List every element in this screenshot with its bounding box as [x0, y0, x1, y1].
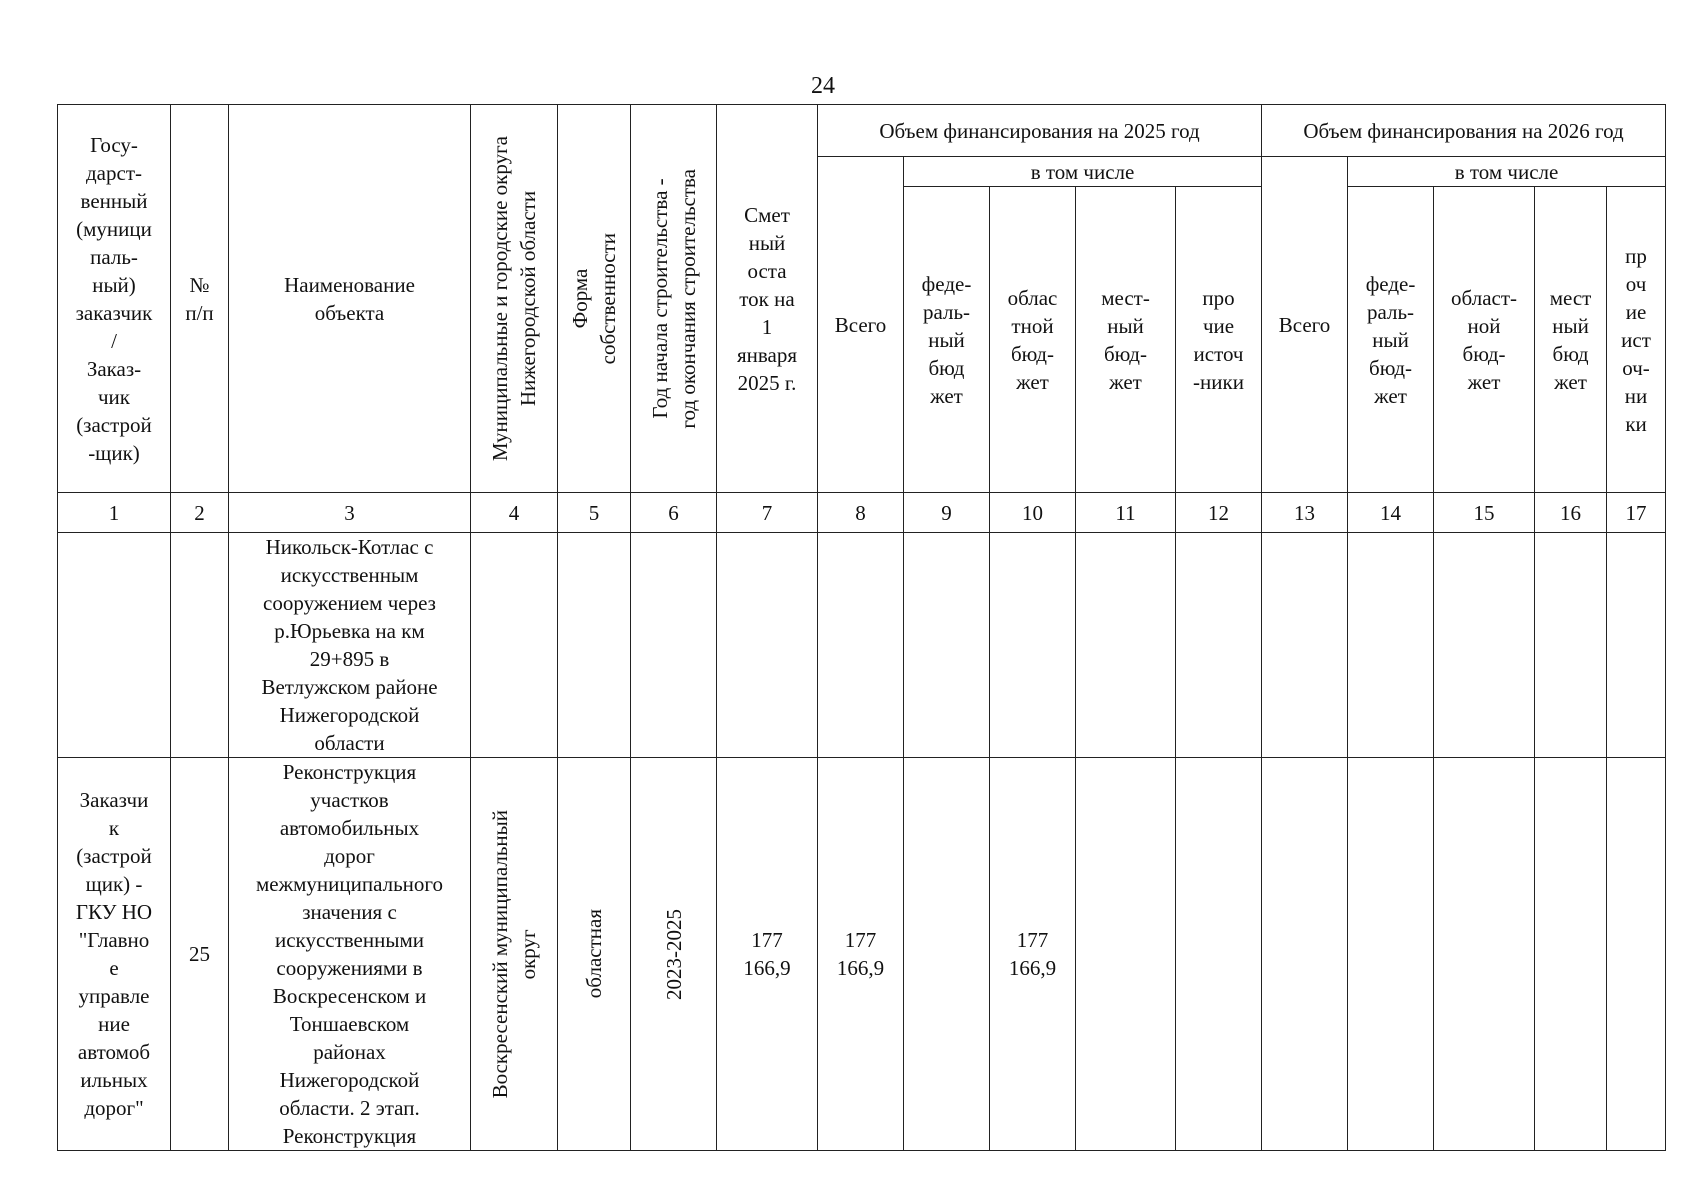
header-other-2026: пр оч ие ист оч- ни ки — [1607, 187, 1666, 493]
header-local-2025: мест- ный бюд- жет — [1076, 187, 1176, 493]
table-row — [58, 758, 1666, 1151]
customer-cell — [58, 533, 171, 758]
estimate-cell: 177 166,9 — [717, 758, 818, 1151]
column-number: 10 — [990, 493, 1076, 533]
column-number: 7 — [717, 493, 818, 533]
header-regional-2025: облас тной бюд- жет — [990, 187, 1076, 493]
header-fin-2026: Объем финансирования на 2026 год — [1262, 105, 1666, 157]
federal-2025-cell — [904, 758, 990, 1151]
total-2026-cell — [1262, 758, 1348, 1151]
total-2025-cell: 177 166,9 — [818, 758, 904, 1151]
regional-2025-cell — [990, 533, 1076, 758]
object-name-cell: Никольск-Котлас с искусственным сооружением через р.Юрьевка на км 29+895 в Ветлужском районе Нижегородской области — [229, 533, 471, 758]
object-name-cell: Реконструкция участков автомобильных дорог межмуниципального значения с искусственными сооружениями в Воскресенском и Тоншаевском районах Нижегородской области. 2 этап. Реконструкция — [229, 758, 471, 1151]
years-cell — [631, 758, 717, 1151]
column-number: 15 — [1434, 493, 1535, 533]
column-number: 14 — [1348, 493, 1434, 533]
header-other-2025: про чие источ -ники — [1176, 187, 1262, 493]
column-number: 16 — [1535, 493, 1607, 533]
page-number: 24 — [811, 73, 835, 99]
row-no-cell — [171, 533, 229, 758]
federal-2025-cell — [904, 533, 990, 758]
federal-2026-cell — [1348, 758, 1434, 1151]
other-2025-cell — [1176, 758, 1262, 1151]
header-municipality — [471, 105, 558, 493]
financing-table — [57, 104, 1666, 1151]
column-number: 11 — [1076, 493, 1176, 533]
other-2025-cell — [1176, 533, 1262, 758]
federal-2026-cell — [1348, 533, 1434, 758]
ownership-text: областная — [582, 909, 606, 999]
header-object-name: Наименование объекта — [229, 105, 471, 493]
column-number: 3 — [229, 493, 471, 533]
other-2026-cell — [1607, 758, 1666, 1151]
header-years — [631, 105, 717, 493]
header-federal-2025: феде- раль- ный бюд жет — [904, 187, 990, 493]
header-ownership-text: Форма собственности — [568, 232, 620, 365]
column-number: 13 — [1262, 493, 1348, 533]
column-number: 4 — [471, 493, 558, 533]
ownership-cell — [558, 533, 631, 758]
column-number: 12 — [1176, 493, 1262, 533]
column-number: 2 — [171, 493, 229, 533]
ownership-cell — [558, 758, 631, 1151]
row-no-cell: 25 — [171, 758, 229, 1151]
years-cell — [631, 533, 717, 758]
header-ownership — [558, 105, 631, 493]
table-row — [58, 533, 1666, 758]
column-number: 9 — [904, 493, 990, 533]
header-row-1 — [58, 105, 1666, 157]
column-number-row — [58, 493, 1666, 533]
local-2026-cell — [1535, 758, 1607, 1151]
local-2025-cell — [1076, 758, 1176, 1151]
municipality-cell — [471, 758, 558, 1151]
header-years-text: Год начала строительства - год окончания строительства — [647, 168, 700, 429]
header-municipality-text: Муниципальные и городские округа Нижегородской области — [488, 135, 540, 462]
header-regional-2026: област- ной бюд- жет — [1434, 187, 1535, 493]
municipality-cell — [471, 533, 558, 758]
header-local-2026: мест ный бюд жет — [1535, 187, 1607, 493]
regional-2025-cell: 177 166,9 — [990, 758, 1076, 1151]
header-estimate: Смет ный оста ток на 1 января 2025 г. — [717, 105, 818, 493]
header-total-2026: Всего — [1262, 157, 1348, 493]
column-number: 1 — [58, 493, 171, 533]
municipality-text: Воскресенский муниципальный округ — [488, 809, 540, 1099]
header-customer: Госу- дарст- венный (муници паль- ный) заказчик / Заказ- чик (застрой -щик) — [58, 105, 171, 493]
local-2026-cell — [1535, 533, 1607, 758]
total-2026-cell — [1262, 533, 1348, 758]
estimate-cell — [717, 533, 818, 758]
header-including-2026: в том числе — [1348, 157, 1666, 187]
header-fin-2025: Объем финансирования на 2025 год — [818, 105, 1262, 157]
other-2026-cell — [1607, 533, 1666, 758]
regional-2026-cell — [1434, 533, 1535, 758]
column-number: 5 — [558, 493, 631, 533]
years-text: 2023-2025 — [661, 908, 686, 1000]
header-row-no: № п/п — [171, 105, 229, 493]
column-number: 17 — [1607, 493, 1666, 533]
column-number: 6 — [631, 493, 717, 533]
header-including-2025: в том числе — [904, 157, 1262, 187]
regional-2026-cell — [1434, 758, 1535, 1151]
header-total-2025: Всего — [818, 157, 904, 493]
column-number: 8 — [818, 493, 904, 533]
total-2025-cell — [818, 533, 904, 758]
customer-cell: Заказчи к (застрой щик) - ГКУ НО "Главно е управле ние автомоб ильных дорог" — [58, 758, 171, 1151]
header-federal-2026: феде- раль- ный бюд- жет — [1348, 187, 1434, 493]
local-2025-cell — [1076, 533, 1176, 758]
